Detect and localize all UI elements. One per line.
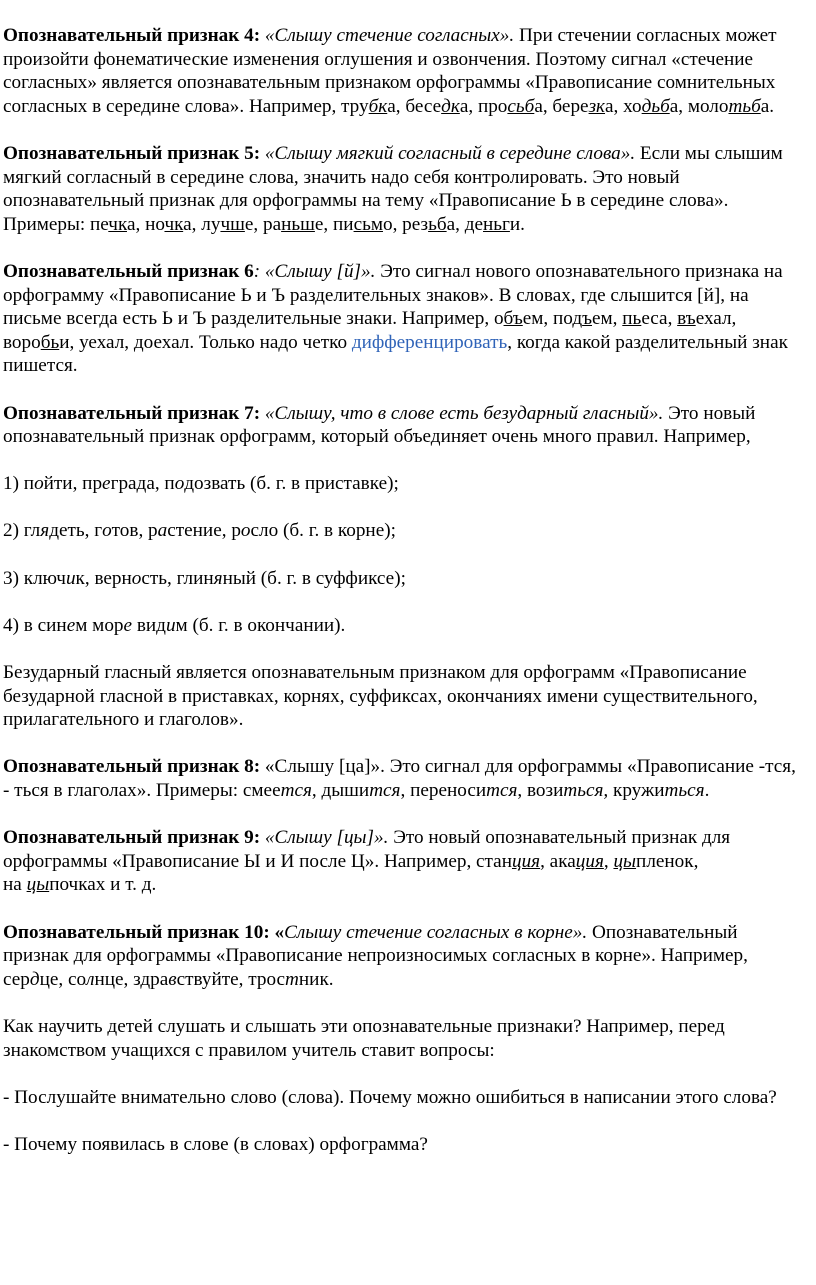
list-item: 4) в синем море видим (б. г. в окончании). bbox=[3, 614, 346, 636]
paragraph-sign-7: Опознавательный признак 7: «Слышу, что в слове есть безударный гласный». Это новый опознавательный признак орфограмм, который объединяет очень много правил. Например, bbox=[3, 402, 756, 448]
differentiate-link[interactable]: дифференцировать bbox=[351, 331, 508, 353]
paragraph-sign-9: Опознавательный признак 9: «Слышу [цы]». Это новый опознавательный признак для орфограммы «Правописание Ы и И после Ц». Например, станция, акация, цыпленок, на цыпочках и т. д. bbox=[3, 827, 731, 896]
sign-7-title: Опознавательный признак 7: bbox=[3, 402, 261, 424]
sign-10-label: Слышу стечение согласных в корне». bbox=[284, 921, 588, 943]
sign-4-title: Опознавательный признак 4: bbox=[3, 25, 261, 46]
list-item: 3) ключик, верность, глиняный (б. г. в суффиксе); bbox=[3, 567, 406, 589]
question-paragraph: Как научить детей слушать и слышать эти опознавательные признаки? Например, перед знакомством учащихся с правилом учитель ставит вопросы: bbox=[3, 1015, 725, 1061]
sign-4-label: «Слышу стечение согласных». bbox=[264, 25, 515, 46]
question-item-2: - Почему появилась в слове (в словах) орфограмма? bbox=[3, 1133, 428, 1155]
sign-9-label: «Слышу [цы]». bbox=[264, 827, 389, 849]
sign-6-label: : «Слышу [й]». bbox=[253, 260, 376, 282]
sign-5-label: «Слышу мягкий согласный в середине слова». bbox=[264, 142, 636, 164]
sign-8-title: Опознавательный признак 8: bbox=[3, 756, 261, 778]
sign-9-title: Опознавательный признак 9: bbox=[3, 827, 261, 849]
sign-5-title: Опознавательный признак 5: bbox=[3, 142, 261, 164]
paragraph-sign-8: Опознавательный признак 8: «Слышу [ца]». Это сигнал для орфограммы «Правописание -тся, - ться в глаголах». Примеры: смеется, дышится, переносится, возиться, кружиться. bbox=[3, 756, 796, 801]
paragraph-sign-10: Опознавательный признак 10: «Слышу стечение согласных в корне». Опознавательный признак для орфограммы «Правописание непроизносимых согласных в корне». Например, сердце, солнце, здравствуйте, тростник. bbox=[3, 921, 748, 990]
paragraph-sign-5: Опознавательный признак 5: «Слышу мягкий согласный в середине слова». Если мы слышим мягкий согласный в середине слова, значить надо себя контролировать. Это новый опознавательный признак для орфограммы на тему «Правописание Ь в середине слова». Примеры: печка, ночка, лучше, раньше, письмо, резьба, деньги. bbox=[3, 142, 783, 235]
list-item: 1) пойти, преграда, подозвать (б. г. в приставке); bbox=[3, 473, 399, 495]
list-item: 2) глядеть, готов, растение, росло (б. г. в корне); bbox=[3, 520, 396, 542]
question-item-1: - Послушайте внимательно слово (слова). Почему можно ошибиться в написании этого слова? bbox=[3, 1086, 777, 1108]
sign-6-title: Опознавательный признак 6 bbox=[3, 260, 254, 282]
summary-paragraph: Безударный гласный является опознавательным признаком для орфограмм «Правописание безударной гласной в приставках, корнях, суффиксах, окончаниях имени существительного, прилагательного и глаголов». bbox=[3, 662, 758, 731]
sign-7-label: «Слышу, что в слове есть безударный гласный». bbox=[264, 402, 664, 424]
paragraph-sign-6: Опознавательный признак 6: «Слышу [й]». Это сигнал нового опознавательного признака на орфограмму «Правописание Ь и Ъ разделительных знаков». В словах, где слышится [й], на письме всегда есть Ь и Ъ разделительные знаки. Например, объем, подъем, пьеса, въехал, воробьи, уехал, доехал. Только надо четко дифференцировать, когда какой разделительный знак пишется. bbox=[3, 260, 788, 377]
paragraph-sign-4: Опознавательный признак 4: «Слышу стечение согласных». При стечении согласных может произойти фонематические изменения оглушения и озвончения. Поэтому сигнал «стечение согласных» является опознавательным признаком орфограммы «Правописание сомнительных согласных в середине слова». Например, трубка, беседка, просьба, березка, ходьба, молотьба. bbox=[3, 25, 777, 117]
sign-10-title: Опознавательный признак 10: « bbox=[3, 921, 285, 943]
